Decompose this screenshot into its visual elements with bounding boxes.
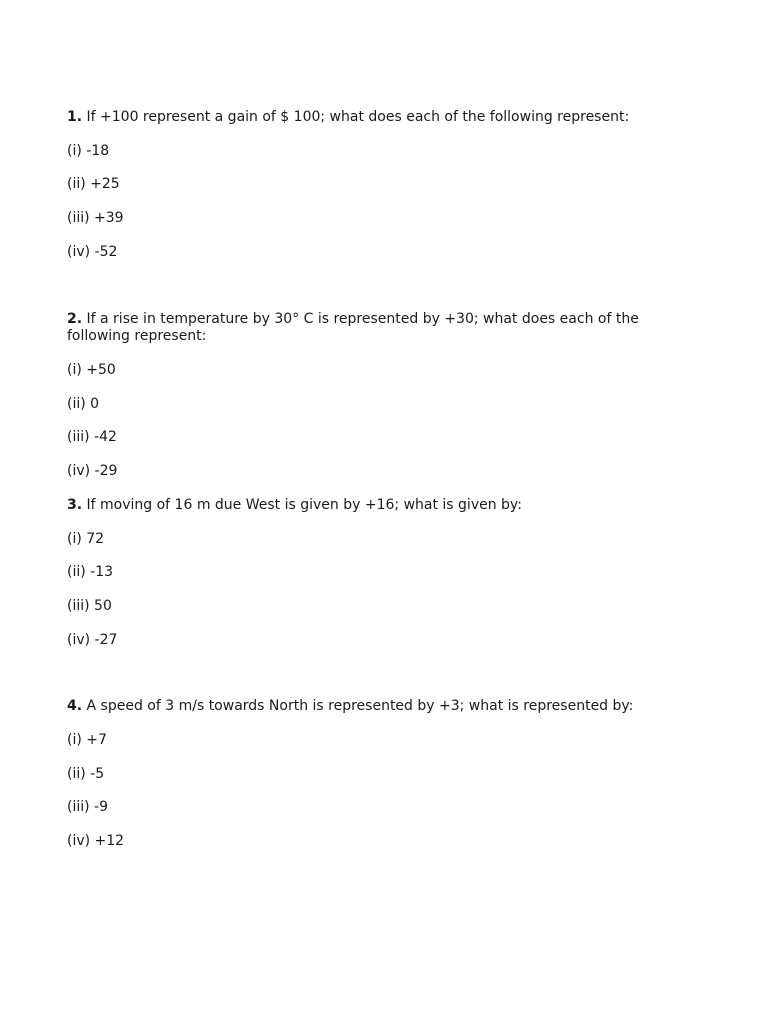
option-item: (ii) -5 <box>67 765 105 782</box>
question-text: If +100 represent a gain of $ 100; what does each of the following represent: <box>86 109 630 125</box>
question-stem <box>67 109 677 126</box>
option-list <box>67 362 677 480</box>
option-item: (iii) -42 <box>67 429 117 446</box>
option-item: (ii) 0 <box>67 395 100 412</box>
question-3 <box>67 497 677 649</box>
question-text: A speed of 3 m/s towards North is represented by +3; what is represented by: <box>86 698 634 714</box>
question-number: 4. <box>67 698 83 714</box>
option-item: (i) +50 <box>67 362 116 378</box>
question-text: If a rise in temperature by 30° C is represented by +30; what does each of the following represent: <box>67 311 639 344</box>
option-list <box>67 531 677 649</box>
option-item: (iii) -9 <box>67 799 109 816</box>
option-item: (i) 72 <box>67 530 105 547</box>
question-2 <box>67 311 677 480</box>
question-1 <box>67 109 677 261</box>
question-4 <box>67 698 677 850</box>
option-item: (iii) +39 <box>67 209 124 226</box>
option-item: (i) -18 <box>67 142 110 159</box>
question-stem <box>67 311 677 345</box>
question-number: 1. <box>67 109 83 125</box>
option-item: (iv) +12 <box>67 833 125 850</box>
option-item: (i) +7 <box>67 732 107 748</box>
option-item: (iv) -29 <box>67 463 118 480</box>
option-list <box>67 143 677 261</box>
question-number: 3. <box>67 497 83 513</box>
question-text: If moving of 16 m due West is given by +16; what is given by: <box>86 497 522 513</box>
question-number: 2. <box>67 311 83 327</box>
option-item: (ii) +25 <box>67 176 120 193</box>
question-stem <box>67 497 677 514</box>
option-item: (iv) -52 <box>67 243 118 260</box>
question-stem <box>67 698 677 715</box>
option-item: (iv) -27 <box>67 631 118 648</box>
option-item: (ii) -13 <box>67 564 114 581</box>
option-list <box>67 732 677 850</box>
option-item: (iii) 50 <box>67 597 112 614</box>
